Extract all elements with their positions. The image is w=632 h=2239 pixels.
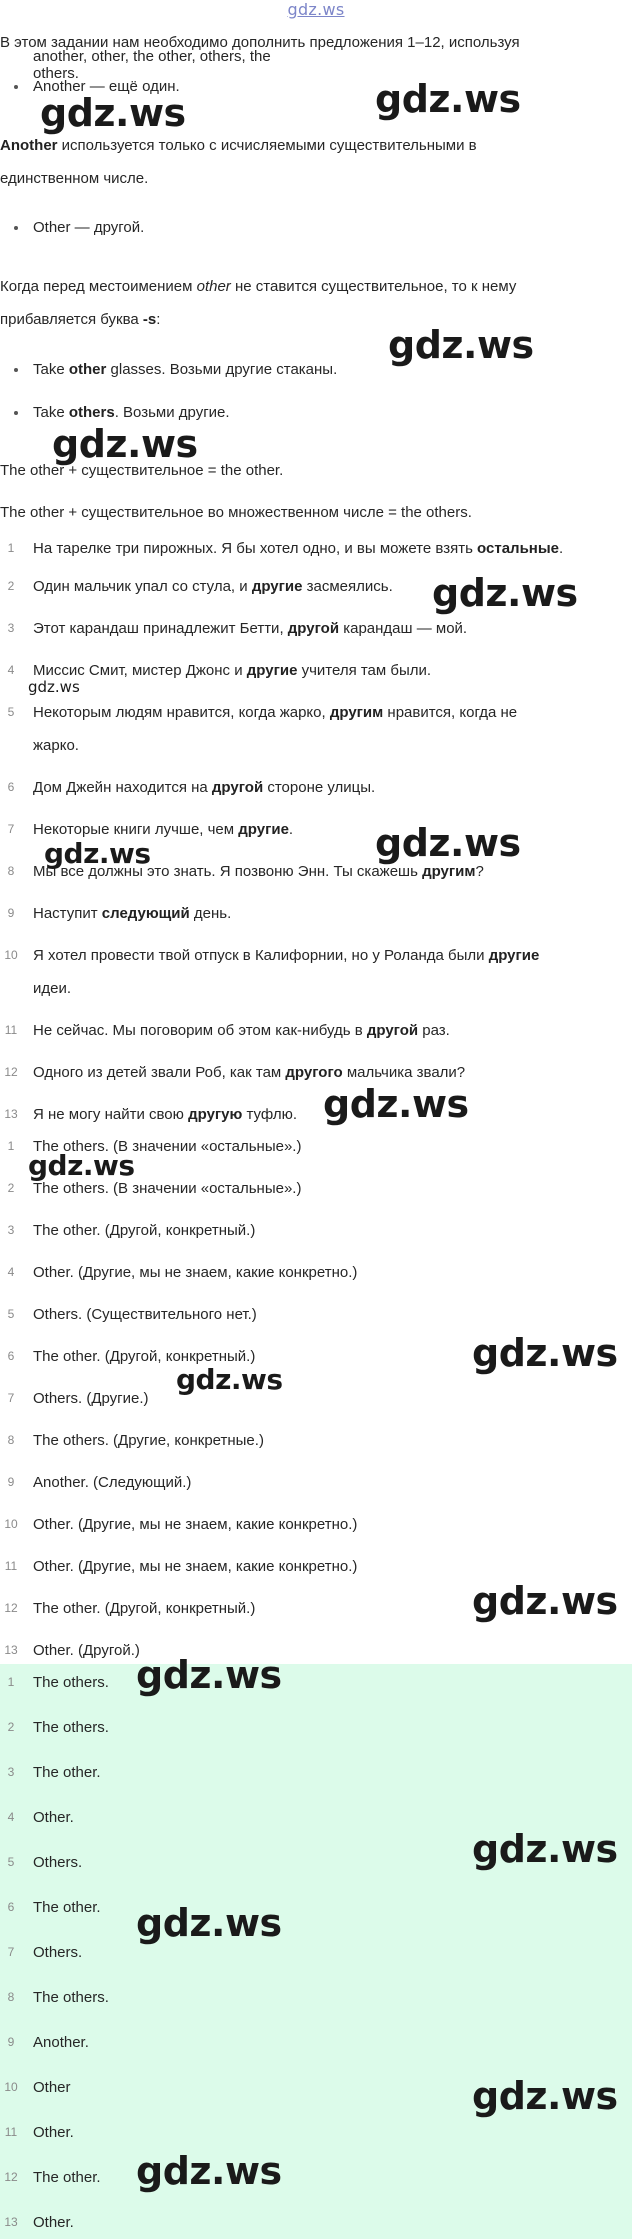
watermark-logo: gdz.ws [472, 1579, 618, 1623]
watermark-logo: gdz.ws [52, 422, 198, 466]
bullet-icon [14, 226, 18, 230]
list-item: Take others. Возьми другие. [0, 398, 632, 428]
bullet-icon [14, 411, 18, 415]
intro-line: В этом задании нам необходимо дополнить предложения 1–12, используя [0, 34, 520, 51]
watermark-logo: gdz.ws [136, 1901, 282, 1945]
other-rule-cont: прибавляется буква -s: [0, 311, 161, 328]
watermark-logo: gdz.ws [388, 323, 534, 367]
watermark-logo: gdz.ws [472, 1331, 618, 1375]
another-rule: Another используется только с исчисляемыми существительными в [0, 137, 477, 154]
intro-cut-line: another, other, the other, others, the others. [33, 48, 271, 82]
watermark-logo: gdz.ws [136, 1653, 282, 1697]
list-item: Other — другой. [0, 213, 632, 243]
watermark-logo: gdz.ws [28, 678, 80, 696]
rule-line: The other + существительное = the other. [0, 462, 284, 479]
other-rule: Когда перед местоимением other не ставится существительное, то к нему [0, 278, 517, 295]
watermark-logo: gdz.ws [323, 1082, 469, 1126]
rule-line: The other + существительное во множественном числе = the others. [0, 504, 472, 521]
another-rule-cont: единственном числе. [0, 170, 149, 187]
watermark-logo: gdz.ws [375, 77, 521, 121]
watermark-logo: gdz.ws [472, 2074, 618, 2118]
watermark-logo: gdz.ws [375, 821, 521, 865]
watermark-logo: gdz.ws [176, 1363, 283, 1396]
watermark-logo: gdz.ws [28, 1149, 135, 1182]
bullet-icon [14, 85, 18, 89]
site-logo[interactable]: gdz.ws [287, 0, 345, 19]
watermark-logo: gdz.ws [44, 837, 151, 870]
bullet-icon [14, 368, 18, 372]
watermark-logo: gdz.ws [136, 2149, 282, 2193]
watermark-logo: gdz.ws [472, 1827, 618, 1871]
watermark-logo: gdz.ws [40, 91, 186, 135]
list-item: Another — ещё один. [0, 72, 632, 102]
watermark-logo: gdz.ws [432, 571, 578, 615]
list-item: Take other glasses. Возьми другие стаканы. [0, 355, 632, 385]
